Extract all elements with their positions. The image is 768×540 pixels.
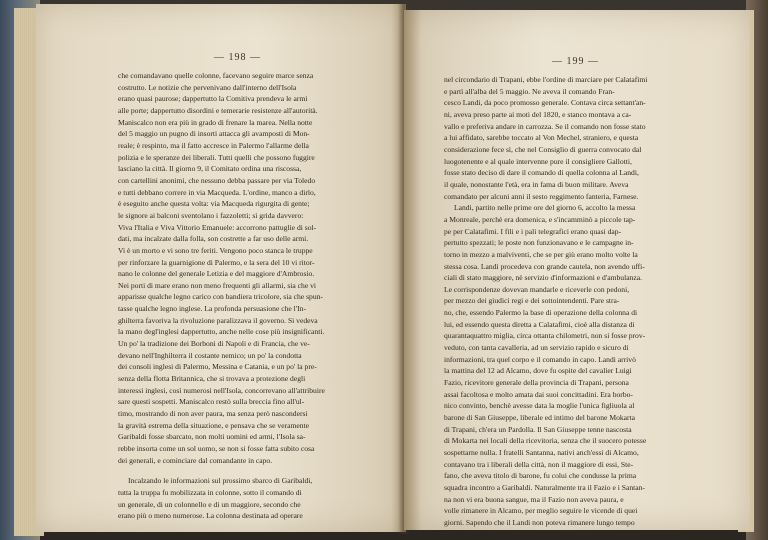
text-line: erano quasi paurose; dappertutto la Comitiva prendeva le armi	[118, 94, 308, 104]
text-line: sospettarne nulla. I fratelli Santanna, nativi anch'essi di Alcamo,	[444, 448, 639, 457]
text-line: reale; è respinto, ma il fatto accresce in Palermo l'allarme della	[118, 140, 309, 150]
text-line: pertutto spezzati; le poste non funzionavano e le campagne in-	[444, 238, 634, 248]
text-line: che comandavano quelle colonne, facevano seguire marce senza	[118, 71, 314, 80]
text-line: barone di San Giuseppe, liberale ed intimo del barone Mokarta	[444, 413, 636, 423]
text-line: del 5 maggio un pugno di insorti attacca gli avamposti di Mon-	[118, 129, 310, 139]
text-line: no, che, essendo Palermo la base di operazione della colonna di	[444, 308, 638, 318]
text-line: Nei porti di mare erano non meno frequenti gli allarmi, sia che vi	[118, 280, 317, 290]
text-line: Viva l'Italia e Viva Vittorio Emanuele: accorrono pattuglie di sol-	[118, 222, 317, 232]
right-paragraph-1	[444, 74, 710, 202]
text-line: per mezzo dei giudici regi e dei sottointendenti. Pare stra-	[444, 296, 620, 306]
right-page-number: — 199 —	[552, 56, 599, 67]
text-line: il quale, nonostante l'età, era in fama di buon militare. Aveva	[444, 179, 629, 189]
text-line: comandato per alcuni anni il sesto reggimento fanteria, Farnese.	[444, 191, 639, 201]
text-line: stessa cosa. Landi procedeva con grande cautela, non avendo uffi-	[444, 261, 645, 271]
right-paragraph-2	[444, 202, 710, 528]
text-line: informazioni, tra quel corpo e il comando in capo. Landi arrivò	[444, 354, 636, 364]
text-line: e tutti debbano correre in via Macqueda. L'ordine, manco a dirlo,	[118, 187, 316, 197]
left-page	[36, 4, 406, 532]
text-line: sare questi sospetti. Maniscalco restò sulla breccia fino all'ul-	[118, 397, 305, 407]
text-line: timo, mostrando di non aver paura, ma senza però nascondersi	[118, 409, 308, 419]
text-line: pe per Calatafimi. I fili e i pali telegrafici erano quasi dap-	[444, 226, 622, 236]
text-line: lasciano la città. Il giorno 9, il Comitato ordina una riscossa,	[118, 164, 302, 174]
text-line: a lui affidato, sarebbe toccato al Von Mechel, straniero, e questa	[444, 133, 639, 143]
right-page	[404, 10, 750, 530]
text-line: luogotenente e al quale intervenne pure il consigliere Gallotti,	[444, 156, 632, 166]
text-line: Le corrispondenze dovevan mandarle e riceverle con pedoni,	[444, 284, 630, 294]
text-line: Landi, partito nelle prime ore del giorno 6, accolto la messa	[454, 203, 636, 213]
text-line: nico convinto, benchè avesse data la moglie l'unica figliuola al	[444, 401, 635, 411]
text-line: alle porte; dappertutto disordini e temerarie resistenze all'autorità.	[118, 105, 318, 115]
text-line: dei generali, e cominciare dal comandante in capo.	[118, 455, 273, 465]
text-line: na non vi era buona sangue, ma il Fazio non aveva paura, e	[444, 494, 624, 504]
text-line: la mano degl'inglesi dappertutto, anche nelle cose più insignificanti.	[118, 327, 325, 337]
text-line: nel circondario di Trapani, ebbe l'ordine di marciare per Calatafimi	[444, 75, 648, 84]
text-line: Maniscalco non era più in grado di frenare la marea. Nella notte	[118, 117, 313, 127]
text-line: ni, aveva preso parte ai moti del 1820, e stanco montava a ca-	[444, 109, 632, 119]
text-line: costrutto. Le notizie che pervenivano dall'interno dell'Isola	[118, 82, 297, 92]
text-line: Garibaldi fosse sbarcato, non molti uomini ed armi, l'Isola sa-	[118, 432, 306, 442]
text-line: fosse stato deciso di dare il comando di quella colonna al Landi,	[444, 168, 639, 178]
text-line: le signore ai balconi sventolano i fazzoletti; si grida davvero:	[118, 210, 304, 220]
text-line: tasse qualche legno inglese. La profonda persuasione che l'In-	[118, 304, 306, 314]
text-line: polizia e le speranze dei liberali. Tutti quelli che possono fuggire	[118, 152, 315, 162]
left-paragraph-2	[118, 475, 372, 522]
text-line: è eseguito anche questa volta: via Macqueda rigurgita di gente;	[118, 199, 310, 209]
text-line: vallo e preferiva andare in carrozza. Se il comando non fosse stato	[444, 121, 646, 131]
text-line: lui, ed essendo questa diretta a Calatafimi, cioè alla distanza di	[444, 319, 635, 329]
text-line: giorni. Sapendo che il Landi non poteva rimanere lungo tempo	[444, 517, 635, 527]
left-paragraph-1	[118, 70, 372, 466]
text-line: torno in mezzo a malviventi, che se per giù erano molto volte la	[444, 249, 638, 259]
text-line: con cartellini anonimi, che nessuno debba passare per via Toledo	[118, 175, 316, 185]
text-line: nano le colonne del generale Letizia e del maggiore d'Ambrosio.	[118, 269, 315, 279]
left-page-text	[118, 70, 372, 522]
text-line: di Mokarta nei locali della ricevitoria, senza che il suocero potesse	[444, 436, 647, 446]
text-line: dati, ma incalzate dalla folla, son costrette a far uso delle armi.	[118, 234, 309, 244]
text-line: Un po' la tradizione dei Borboni di Napoli e di Francia, che ve-	[118, 339, 310, 349]
text-line: dei consoli inglesi di Palermo, Messina e Catania, e un po' la pre-	[118, 362, 317, 372]
text-line: a Monreale, perchè era domenica, e s'incamminò a piccole tap-	[444, 214, 636, 224]
text-line: fano, che aveva titolo di barone, fu colui che condusse la prima	[444, 471, 637, 481]
text-line: Fazio, ricevitore generale della provincia di Trapani, persona	[444, 378, 629, 388]
text-line: e partì all'alba del 5 maggio. Ne aveva il comando Fran-	[444, 86, 615, 96]
text-line: devano nell'Inghilterra il costante nemico; un po' la condotta	[118, 350, 302, 360]
text-line: Vi è un morto e vi sono tre feriti. Vengono poco stanca le truppe	[118, 245, 313, 255]
text-line: senza della flotta Britannica, che si trovava a protezione degli	[118, 374, 306, 384]
text-line: ghilterra favoriva la rivoluzione paralizzava il governo. Si vedeva	[118, 315, 318, 325]
text-line: ciali di stato maggiore, nè servizio d'informazioni e d'ambulanza.	[444, 273, 642, 283]
text-line: la gravità estrema della situazione, e pensava che se veramente	[118, 420, 310, 430]
text-line: rebbe insorta come un sol uomo, se non si fosse fatta subito cosa	[118, 444, 315, 453]
text-line: assai facoltosa e molto amata dai suoi concittadini. Era borbo-	[444, 389, 633, 399]
text-line: la mattina del 12 ad Alcamo, dove fu ospite del cavalier Luigi	[444, 366, 632, 376]
text-line: apparisse qualche legno carico con bandiera tricolore, sia che spun-	[118, 292, 323, 302]
text-line: di Trapani, ch'era un Pardolla. Il San Giuseppe tenne nascosta	[444, 424, 632, 434]
text-line: veduto, con tanta cavalleria, ad un servizio rapido e sicuro di	[444, 343, 629, 353]
text-line: cesco Landi, da poco promosso generale. Contava circa settant'an-	[444, 98, 646, 108]
text-line: contavano tra i liberali della città, non il maggiore di essi, Ste-	[444, 459, 634, 469]
text-line: volle rimanere in Alcamo, per meglio seguire le vicende di quei	[444, 506, 638, 516]
text-line: interessi inglesi, così numerosi nell'Isola, concorrevano all'attribuire	[118, 385, 325, 395]
text-line: tutta la truppa fu mobilizzata in colonne, sotto il comando di	[118, 487, 302, 497]
text-line: squadra incontro a Garibaldi. Naturalmente tra il Fazio e i Santan-	[444, 482, 645, 492]
text-line: erano più o meno numerose. La colonna destinata ad operare	[118, 511, 303, 521]
text-line: un generale, di un colonnello e di un maggiore, secondo che	[118, 499, 301, 509]
left-page-number: — 198 —	[214, 52, 261, 63]
text-line: Incalzando le informazioni sul prossimo sbarco di Garibaldi,	[128, 476, 313, 486]
right-page-text	[444, 74, 710, 529]
text-line: considerazione fece sì, che nel Consiglio di guerra convocato dal	[444, 144, 642, 154]
text-line: quarantaquattro miglia, circa ottanta chilometri, non si fosse prov-	[444, 331, 646, 341]
text-line: per rinforzare la guarnigione di Palermo, e la sera del 10 vi ritor-	[118, 257, 315, 267]
